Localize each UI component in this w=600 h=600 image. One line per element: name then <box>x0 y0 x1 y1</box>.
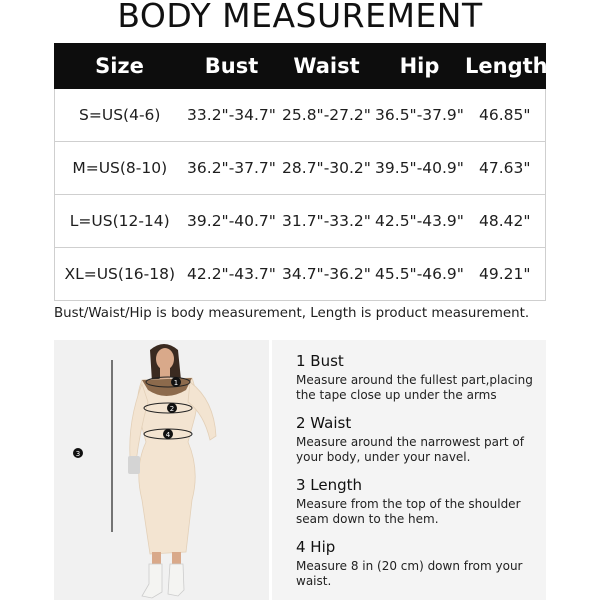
header-bust: Bust <box>185 44 279 89</box>
svg-text:4: 4 <box>165 431 171 439</box>
hip-marker <box>163 429 173 439</box>
waist-marker <box>167 403 177 413</box>
cell-length: 47.63" <box>465 142 546 195</box>
cell-size: XL=US(16-18) <box>55 248 185 301</box>
table-header-row <box>55 44 546 89</box>
cell-size: L=US(12-14) <box>55 195 185 248</box>
cell-bust: 33.2"-34.7" <box>185 89 279 142</box>
svg-text:3: 3 <box>75 450 81 458</box>
guide-step-title: 1 Bust <box>296 352 344 370</box>
guide-step-title: 4 Hip <box>296 538 336 556</box>
length-marker <box>73 448 83 458</box>
guide-step-description: Measure around the fullest part,placing the tape close up under the arms <box>296 373 533 402</box>
cell-size: S=US(4-6) <box>55 89 185 142</box>
bust-marker <box>171 377 181 387</box>
cell-bust: 36.2"-37.7" <box>185 142 279 195</box>
cell-hip: 42.5"-43.9" <box>375 195 465 248</box>
cell-length: 46.85" <box>465 89 546 142</box>
face-shape <box>156 348 174 370</box>
left-boot-shape <box>142 564 162 598</box>
measurement-guide-panel <box>272 340 546 600</box>
header-length: Length <box>465 44 546 89</box>
table-row <box>55 89 546 142</box>
header-hip: Hip <box>375 44 465 89</box>
header-waist: Waist <box>279 44 375 89</box>
svg-text:1: 1 <box>173 379 179 387</box>
measurement-note: Bust/Waist/Hip is body measurement, Length is product measurement. <box>54 306 530 321</box>
svg-text:2: 2 <box>169 405 175 413</box>
page-title: BODY MEASUREMENT <box>117 0 483 35</box>
header-size: Size <box>55 44 185 89</box>
right-boot-shape <box>168 564 184 596</box>
cell-waist: 31.7"-33.2" <box>279 195 375 248</box>
guide-step-hip <box>296 538 542 588</box>
guide-step-title: 2 Waist <box>296 414 352 432</box>
cell-hip: 39.5"-40.9" <box>375 142 465 195</box>
table-row <box>55 142 546 195</box>
cell-hip: 45.5"-46.9" <box>375 248 465 301</box>
neck-shape <box>160 368 170 380</box>
cell-waist: 34.7"-36.2" <box>279 248 375 301</box>
guide-step-waist <box>296 414 542 464</box>
cell-waist: 25.8"-27.2" <box>279 89 375 142</box>
guide-step-description: Measure 8 in (20 cm) down from your waist. <box>296 559 523 588</box>
cell-bust: 39.2"-40.7" <box>185 195 279 248</box>
cell-size: M=US(8-10) <box>55 142 185 195</box>
guide-step-length <box>296 476 542 526</box>
cell-waist: 28.7"-30.2" <box>279 142 375 195</box>
guide-step-description: Measure from the top of the shoulder seam down to the hem. <box>296 497 521 526</box>
model-photo <box>54 340 269 600</box>
table-row <box>55 195 546 248</box>
guide-step-title: 3 Length <box>296 476 363 494</box>
cell-hip: 36.5"-37.9" <box>375 89 465 142</box>
handbag-shape <box>128 456 140 474</box>
size-chart-table <box>54 43 546 301</box>
table-row <box>55 248 546 301</box>
guide-step-bust <box>296 352 542 402</box>
cell-length: 48.42" <box>465 195 546 248</box>
guide-step-description: Measure around the narrowest part of your body, under your navel. <box>296 435 524 464</box>
model-figure-illustration <box>54 340 269 600</box>
cell-bust: 42.2"-43.7" <box>185 248 279 301</box>
cell-length: 49.21" <box>465 248 546 301</box>
